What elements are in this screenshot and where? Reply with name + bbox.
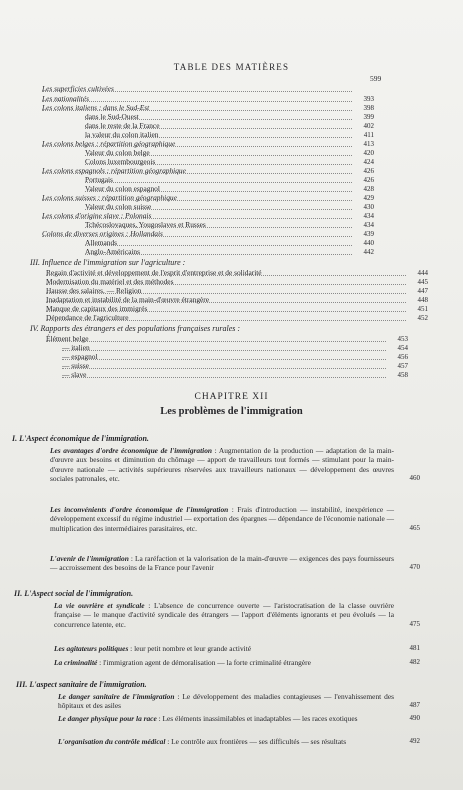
toc-entry: Les agitateurs politiques : leur petit nombre et leur grande activité 481 bbox=[54, 644, 420, 653]
toc-entry: L'organisation du contrôle médical : Le contrôle aux frontières — ses difficultés — ses résultats 492 bbox=[58, 737, 420, 746]
toc-entry: L'avenir de l'immigration : La raréfaction et la valorisation de la main-d'œuvre — exigences des pays fournisseurs — accroissement des besoins de la France pour l'avenir 470 bbox=[50, 554, 420, 573]
section-iii-agriculture-title: III. Influence de l'immigration sur l'agriculture : bbox=[30, 258, 186, 267]
toc-line: Les colons belges : répartition géographique 413 bbox=[42, 139, 374, 148]
running-title: TABLE DES MATIÈRES bbox=[173, 62, 290, 72]
toc-line: Allemands 440 bbox=[85, 238, 374, 247]
toc-line: Élément belge 453 bbox=[46, 334, 408, 343]
toc-line: Manque de capitaux des immigrés 451 bbox=[46, 304, 428, 313]
toc-line: Les colons suisses : répartition géographique 429 bbox=[42, 193, 374, 202]
toc-line: Valeur du colon belge 420 bbox=[85, 148, 374, 157]
section-ii-title: II. L'Aspect social de l'immigration. bbox=[14, 589, 134, 598]
toc-entry: Les avantages d'ordre économique de l'immigration : Augmentation de la production — adaptation de la main-d'œuvre aux besoins et diminution du chômage — apport de travailleurs tout formés — stimulant pour la main-d'œuvre nationale — activités supérieures réservées aux travailleurs nationaux — développement des œuvres sociales patronales, etc. 460 bbox=[50, 446, 420, 484]
toc-line: — suisse 457 bbox=[62, 361, 408, 370]
toc-line: Inadaptation et instabilité de la main-d'œuvre étrangère 448 bbox=[46, 295, 428, 304]
toc-line: Dépendance de l'agriculture 452 bbox=[46, 313, 428, 322]
toc-entry: Le danger physique pour la race : Les éléments inassimilables et inadaptables — les races exotiques 490 bbox=[58, 714, 420, 723]
toc-line: Les colons italiens : dans le Sud-Est 398 bbox=[42, 103, 374, 112]
toc-line: Les colons espagnols : répartition géographique 426 bbox=[42, 166, 374, 175]
toc-line: Regain d'activité et développement de l'esprit d'entreprise et de solidarité 444 bbox=[46, 268, 428, 277]
section-iii-sanitaire-title: III. L'aspect sanitaire de l'immigration. bbox=[16, 680, 147, 689]
toc-line: Valeur du colon suisse 430 bbox=[85, 202, 374, 211]
toc-entry: La criminalité : l'immigration agent de démoralisation — la forte criminalité étrangère 482 bbox=[54, 658, 420, 667]
toc-line: Anglo-Américains 442 bbox=[85, 247, 374, 256]
toc-line: — espagnol 456 bbox=[62, 352, 408, 361]
chapter-title: Les problèmes de l'immigration bbox=[160, 406, 303, 417]
toc-entry: Le danger sanitaire de l'immigration : Le développement des maladies contagieuses — l'envahissement des hôpitaux et des asiles 487 bbox=[58, 692, 420, 711]
toc-line: — slave 458 bbox=[62, 370, 408, 379]
section-i-title: I. L'Aspect économique de l'immigration. bbox=[12, 434, 149, 443]
toc-line: — italien 454 bbox=[62, 343, 408, 352]
toc-line: dans le Sud-Ouest 399 bbox=[85, 112, 374, 121]
toc-entry: La vie ouvrière et syndicale : L'absence de concurrence ouverte — l'aristocratisation de la classe ouvrière française — le manque d'activité syndicale des étrangers — l'apport d'éléments ignorants et peu évolués — la concurrence latente, etc. 475 bbox=[54, 601, 420, 629]
toc-line: Les colons d'origine slave : Polonais 434 bbox=[42, 211, 374, 220]
toc-line: la valeur du colon italien 411 bbox=[85, 130, 374, 139]
toc-line: Colons luxembourgeois 424 bbox=[85, 157, 374, 166]
toc-line: Colons de diverses origines : Hollandais 439 bbox=[42, 229, 374, 238]
toc-line: Valeur du colon espagnol 428 bbox=[85, 184, 374, 193]
toc-line: Les nationalités 393 bbox=[42, 94, 374, 103]
toc-line: Modernisation du matériel et des méthodes 445 bbox=[46, 277, 428, 286]
toc-line: Portugais 426 bbox=[85, 175, 374, 184]
section-iv-title: IV. Rapports des étrangers et des populations françaises rurales : bbox=[30, 324, 241, 333]
chapter-number: CHAPITRE XII bbox=[194, 392, 269, 402]
page-number: 599 bbox=[370, 74, 382, 83]
toc-line: dans le reste de la France 402 bbox=[85, 121, 374, 130]
toc-line: Tchécoslovaques, Yougoslaves et Russes 434 bbox=[85, 220, 374, 229]
toc-line: Hausse des salaires. — Religion 447 bbox=[46, 286, 428, 295]
toc-line: Les superficies cultivées bbox=[42, 84, 374, 94]
toc-entry: Les inconvénients d'ordre économique de l'immigration : Frais d'introduction — instabilité, inexpérience — développement excessif du régime industriel — exportation des épargnes — dépendance de l'économie nationale — multiplication des intermédiaires parasitaires, etc. 465 bbox=[50, 505, 420, 533]
